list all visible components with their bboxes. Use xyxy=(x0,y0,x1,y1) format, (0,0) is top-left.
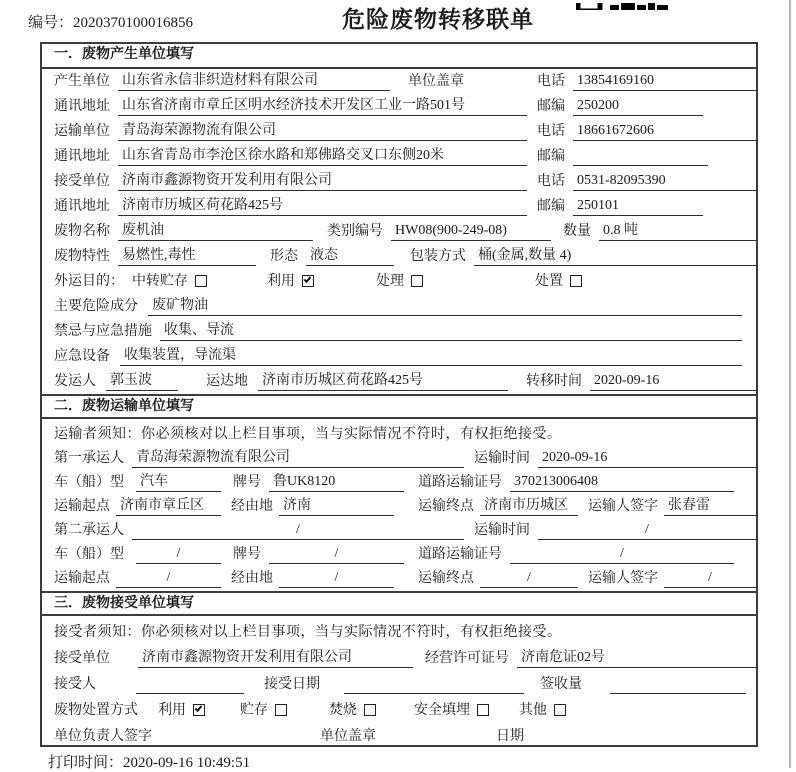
carrier-signature2-value: / xyxy=(664,569,756,588)
producer-unit-value: 山东省永信非织造材料有限公司 xyxy=(118,72,390,91)
receiver-phone-value: 0531-82095390 xyxy=(573,172,756,191)
shipper-value: 郭玉波 xyxy=(106,372,178,391)
chief-signature-label: 单位负责人签字 xyxy=(54,729,152,744)
row-left xyxy=(54,97,537,116)
unit-seal-label: 单位盖章 xyxy=(408,74,464,89)
checkbox-icon xyxy=(570,275,582,287)
carrier-signature-label: 运输人签字 xyxy=(588,499,658,514)
terminus-label: 运输终点 xyxy=(418,499,474,514)
unit-seal-label: 单位盖章 xyxy=(320,729,376,744)
checkbox-icon xyxy=(477,704,489,716)
category-label: 类别编号 xyxy=(327,224,383,239)
origin1-value: 济南市章丘区 xyxy=(116,497,221,516)
row-left xyxy=(54,521,474,540)
row-emergency-equipment xyxy=(42,344,756,369)
row-chief-signature xyxy=(42,723,756,747)
row-producer-address xyxy=(42,94,756,119)
transport-time-label: 运输时间 xyxy=(474,523,530,538)
date-value xyxy=(532,728,740,746)
checkbox-label: 利用 xyxy=(158,703,186,718)
row-route1 xyxy=(42,495,756,519)
date-label: 日期 xyxy=(496,729,524,744)
transport-time2-value: / xyxy=(538,521,756,540)
purpose-label: 外运目的： xyxy=(54,274,124,289)
disposal-option-other xyxy=(519,702,566,720)
waste-name-value: 废机油 xyxy=(118,222,313,241)
row-first-carrier xyxy=(42,447,756,471)
address-label: 通讯地址 xyxy=(54,199,110,214)
receiver-unit-value: 济南市鑫源物资开发利用有限公司 xyxy=(118,172,527,191)
plate1-value: 鲁UK8120 xyxy=(269,473,404,492)
shipper-label: 发运人 xyxy=(54,374,96,389)
accept-date-label: 接受日期 xyxy=(264,677,320,692)
signed-quantity-value xyxy=(610,676,746,694)
row-producer-unit xyxy=(42,69,756,94)
row-emergency-measures xyxy=(42,319,756,344)
state-label: 形态 xyxy=(270,249,298,264)
checkbox-icon xyxy=(275,704,287,716)
road-permit-label: 道路运输证号 xyxy=(418,547,502,562)
disposal-option-store xyxy=(240,702,287,720)
origin2-value: / xyxy=(116,569,221,588)
postcode-label: 邮编 xyxy=(537,99,565,114)
signed-quantity-label: 签收量 xyxy=(540,677,582,692)
transport-time-label: 运输时间 xyxy=(474,451,530,466)
traits-value: 易燃性,毒性 xyxy=(118,247,256,266)
transfer-time-label: 转移时间 xyxy=(526,374,582,389)
checkbox-label: 安全填埋 xyxy=(414,703,470,718)
traits-label: 废物特性 xyxy=(54,249,110,264)
checkbox-label: 焚烧 xyxy=(329,703,357,718)
accepting-unit-label: 接受单位 xyxy=(54,651,110,666)
permit-number-label: 经营许可证号 xyxy=(425,651,509,666)
purpose-option-treat xyxy=(376,273,423,291)
chief-signature-value xyxy=(197,728,302,746)
producer-postcode-value: 250200 xyxy=(573,97,703,116)
disposal-option-incinerate xyxy=(329,702,376,720)
postcode-label: 邮编 xyxy=(537,149,565,164)
origin-label: 运输起点 xyxy=(54,499,110,514)
row-route2 xyxy=(42,567,756,591)
quantity-label: 数量 xyxy=(563,224,591,239)
purpose-option-utilize xyxy=(267,273,314,291)
row-vehicle2 xyxy=(42,543,756,567)
transporter-postcode-value xyxy=(573,148,708,166)
plate-label: 牌号 xyxy=(233,475,261,490)
receiver-postcode-value: 250101 xyxy=(573,197,703,216)
quantity-value: 0.8 吨 xyxy=(599,222,756,241)
checkbox-label: 利用 xyxy=(267,274,295,289)
terminus1-value: 济南市历城区 xyxy=(480,497,578,516)
via-label: 经由地 xyxy=(231,499,273,514)
phone-label: 电话 xyxy=(537,174,565,189)
hazard-value: 废矿物油 xyxy=(148,297,742,316)
row-left xyxy=(54,147,537,166)
accept-date-value xyxy=(344,676,524,694)
acceptor-label: 接受人 xyxy=(54,677,96,692)
section1-header: 一．废物产生单位填写 xyxy=(42,44,756,69)
row-shipper xyxy=(42,369,756,394)
address-label: 通讯地址 xyxy=(54,99,110,114)
via1-value: 济南 xyxy=(279,497,394,516)
producer-unit-label: 产生单位 xyxy=(54,74,110,89)
transport-time1-value: 2020-09-16 xyxy=(538,449,756,468)
row-waste-traits xyxy=(42,244,756,269)
equipment-value: 收集装置，导流渠 xyxy=(120,347,742,366)
vehicle-type1-value: 汽车 xyxy=(136,473,221,492)
clipped-qr-stamp-fragment xyxy=(576,0,668,10)
checkbox-label: 处理 xyxy=(376,274,404,289)
terminus2-value: / xyxy=(480,569,578,588)
postcode-label: 邮编 xyxy=(537,199,565,214)
row-left xyxy=(54,72,537,91)
transfer-time-value: 2020-09-16 xyxy=(590,372,756,391)
first-carrier-label: 第一承运人 xyxy=(54,451,124,466)
disposal-method-label: 废物处置方式 xyxy=(54,703,138,718)
road-permit2-value: / xyxy=(510,545,734,564)
row-left xyxy=(54,172,537,191)
checkbox-label: 处置 xyxy=(535,274,563,289)
vehicle-type2-value: / xyxy=(136,545,221,564)
purpose-option-storage xyxy=(132,273,207,291)
checkbox-label: 中转贮存 xyxy=(132,274,188,289)
row-hazard-component xyxy=(42,294,756,319)
checkbox-icon xyxy=(411,275,423,287)
page-edge-line xyxy=(789,0,791,768)
disposal-option-utilize xyxy=(158,702,205,720)
producer-phone-value: 13854169160 xyxy=(573,72,756,91)
check-mark-icon xyxy=(304,275,312,283)
emergency-value: 收集、导流 xyxy=(160,322,742,341)
origin-label: 运输起点 xyxy=(54,571,110,586)
purpose-option-dispose xyxy=(535,273,582,291)
checkbox-icon xyxy=(193,704,205,716)
row-transporter-notice xyxy=(42,419,756,447)
plate2-value: / xyxy=(269,545,404,564)
hazard-label: 主要危险成分 xyxy=(54,299,138,314)
first-carrier-value: 青岛海荣源物流有限公司 xyxy=(132,449,464,468)
print-time-label: 打印时间： xyxy=(48,755,124,771)
page-title: 危险废物转移联单 xyxy=(342,7,534,32)
transporter-notice-text: 运输者须知：你必须核对以上栏目事项，当与实际情况不符时，有权拒绝接受。 xyxy=(54,427,562,442)
transporter-unit-value: 青岛海荣源物流有限公司 xyxy=(118,122,527,141)
checkbox-icon xyxy=(302,275,314,287)
transporter-address-value: 山东省青岛市李沧区徐水路和郑佛路交叉口东侧20米 xyxy=(118,147,527,166)
receiver-notice-text: 接受者须知：你必须核对以上栏目事项，当与实际情况不符时，有权拒绝接受。 xyxy=(54,625,562,640)
destination-label: 运达地 xyxy=(206,374,248,389)
check-mark-icon xyxy=(195,704,203,712)
via-label: 经由地 xyxy=(231,571,273,586)
road-permit1-value: 370213006408 xyxy=(510,473,734,492)
serial-value: 2020370100016856 xyxy=(73,15,194,31)
checkbox-label: 其他 xyxy=(519,703,547,718)
emergency-label: 禁忌与应急措施 xyxy=(54,324,152,339)
section2-header: 二．废物运输单位填写 xyxy=(42,394,756,419)
producer-address-value: 山东省济南市章丘区明水经济技术开发区工业一路501号 xyxy=(118,97,527,116)
carrier-signature-label: 运输人签字 xyxy=(588,571,658,586)
print-time-value: 2020-09-16 10:49:51 xyxy=(123,755,251,771)
phone-label: 电话 xyxy=(537,74,565,89)
disposal-option-landfill xyxy=(414,702,489,720)
row-waste-name xyxy=(42,219,756,244)
row-transporter-unit xyxy=(42,119,756,144)
terminus-label: 运输终点 xyxy=(418,571,474,586)
row-receiver-notice xyxy=(42,616,756,645)
row-left xyxy=(54,197,537,216)
row-vehicle1 xyxy=(42,471,756,495)
waste-name-label: 废物名称 xyxy=(54,224,110,239)
receiver-unit-label: 接受单位 xyxy=(54,174,110,189)
row-left xyxy=(54,122,537,141)
vehicle-type-label: 车（船）型 xyxy=(54,547,124,562)
serial-label: 编号： xyxy=(28,15,74,31)
transporter-unit-label: 运输单位 xyxy=(54,124,110,139)
receiver-address-value: 济南市历城区荷花路425号 xyxy=(118,197,527,216)
packaging-value: 桶(金属,数量 4) xyxy=(474,247,756,266)
destination-value: 济南市历城区荷花路425号 xyxy=(258,372,508,391)
second-carrier-label: 第二承运人 xyxy=(54,523,124,538)
vehicle-type-label: 车（船）型 xyxy=(54,475,124,490)
checkbox-icon xyxy=(364,704,376,716)
acceptor-value xyxy=(136,676,244,694)
state-value: 液态 xyxy=(306,247,394,266)
packaging-label: 包装方式 xyxy=(410,249,466,264)
carrier-signature1-value: 张春雷 xyxy=(664,497,756,516)
row-second-carrier xyxy=(42,519,756,543)
permit-number-value: 济南危证02号 xyxy=(517,649,756,668)
second-carrier-value: / xyxy=(132,521,464,540)
row-acceptor xyxy=(42,671,756,697)
row-left xyxy=(54,449,474,468)
row-disposal-method xyxy=(42,697,756,723)
phone-label: 电话 xyxy=(537,124,565,139)
print-time xyxy=(48,751,250,772)
row-transfer-purpose xyxy=(42,269,756,294)
checkbox-icon xyxy=(554,704,566,716)
road-permit-label: 道路运输证号 xyxy=(418,475,502,490)
checkbox-icon xyxy=(195,275,207,287)
plate-label: 牌号 xyxy=(233,547,261,562)
section3-header: 三．废物接受单位填写 xyxy=(42,591,756,616)
accepting-unit-value: 济南市鑫源物资开发利用有限公司 xyxy=(138,649,413,668)
hazardous-waste-transfer-form xyxy=(40,42,758,747)
category-value: HW08(900-249-08) xyxy=(391,222,551,241)
equipment-label: 应急设备 xyxy=(54,349,110,364)
address-label: 通讯地址 xyxy=(54,149,110,164)
checkbox-label: 贮存 xyxy=(240,703,268,718)
row-transporter-address xyxy=(42,144,756,169)
via2-value: / xyxy=(279,569,394,588)
transporter-phone-value: 18661672606 xyxy=(573,122,756,141)
row-accepting-unit xyxy=(42,645,756,671)
row-receiver-unit xyxy=(42,169,756,194)
row-receiver-address xyxy=(42,194,756,219)
